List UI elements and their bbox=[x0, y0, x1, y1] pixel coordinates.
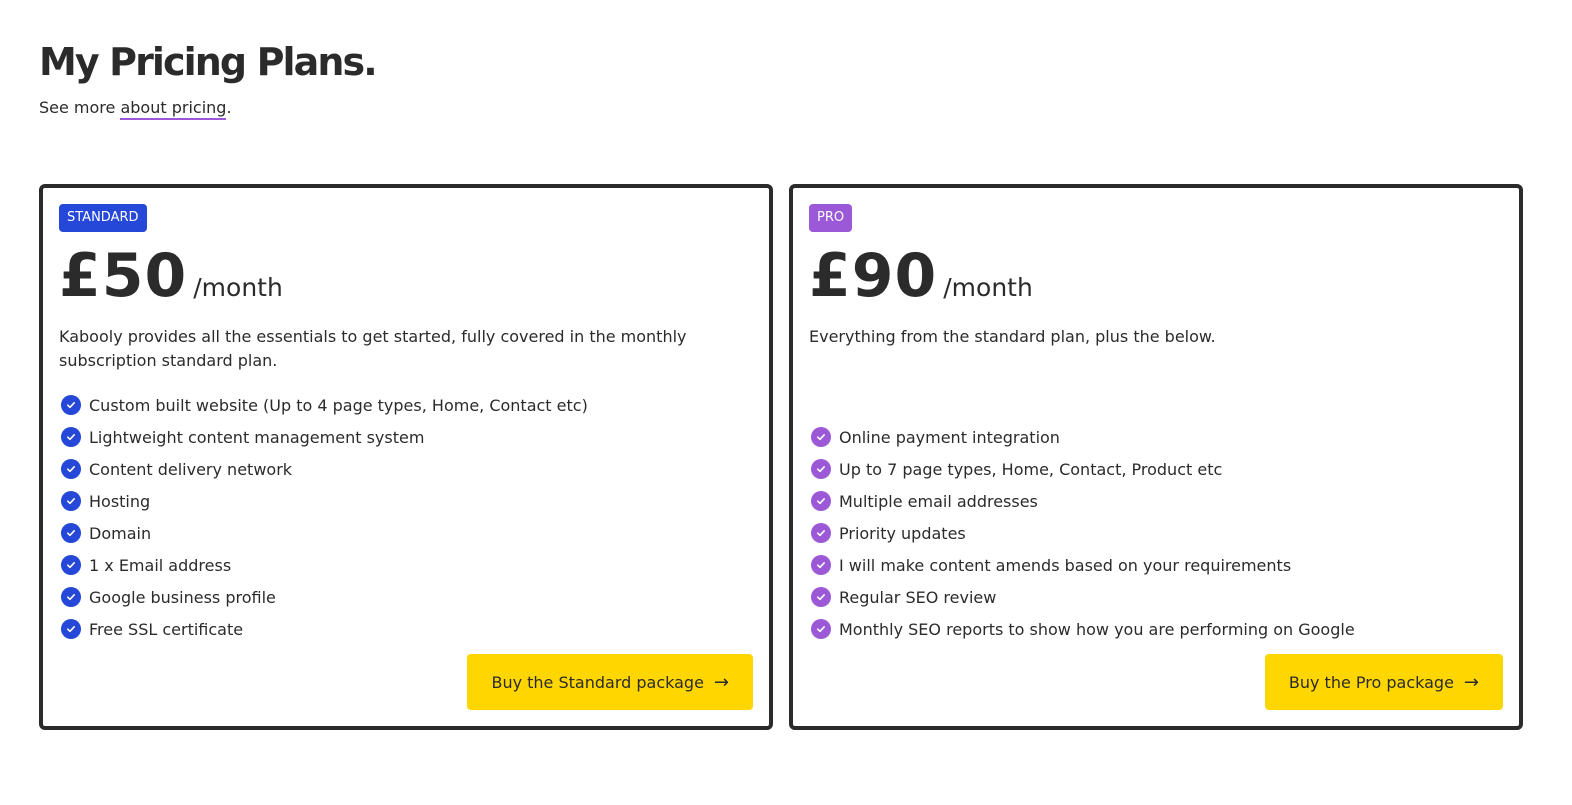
check-circle-icon bbox=[811, 491, 831, 511]
plan-badge-standard: STANDARD bbox=[59, 204, 147, 232]
page bbox=[0, 0, 1572, 120]
feature-text: Domain bbox=[89, 523, 152, 543]
feature-text: Priority updates bbox=[839, 523, 966, 543]
check-circle-icon bbox=[811, 459, 831, 479]
plan-card-standard bbox=[39, 184, 773, 730]
feature-item bbox=[59, 549, 753, 581]
subtitle-prefix: See more bbox=[39, 98, 121, 117]
feature-text: Lightweight content management system bbox=[89, 427, 425, 447]
feature-list bbox=[59, 389, 753, 645]
feature-item bbox=[59, 453, 753, 485]
feature-item bbox=[59, 613, 753, 645]
plan-period: /month bbox=[193, 273, 283, 302]
feature-item bbox=[809, 453, 1503, 485]
feature-text: I will make content amends based on your requirements bbox=[839, 555, 1292, 575]
buy-button-label: Buy the Pro package bbox=[1288, 672, 1454, 692]
feature-item bbox=[809, 581, 1503, 613]
feature-item bbox=[809, 485, 1503, 517]
feature-text: Hosting bbox=[89, 491, 151, 511]
feature-item bbox=[59, 421, 753, 453]
feature-item bbox=[809, 421, 1503, 453]
buy-button-label: Buy the Standard package bbox=[491, 672, 704, 692]
pricing-cards bbox=[39, 184, 1523, 730]
feature-text: Multiple email addresses bbox=[839, 491, 1038, 511]
plan-period: /month bbox=[943, 273, 1033, 302]
about-pricing-link[interactable]: about pricing bbox=[120, 98, 226, 120]
arrow-right-icon: → bbox=[1463, 671, 1479, 693]
feature-text: Up to 7 page types, Home, Contact, Product etc bbox=[839, 459, 1223, 479]
check-circle-icon bbox=[61, 491, 81, 511]
plan-badge-pro: PRO bbox=[809, 204, 852, 232]
buy-pro-button[interactable] bbox=[1265, 654, 1503, 710]
price-row bbox=[59, 240, 753, 312]
feature-list bbox=[809, 421, 1503, 645]
check-circle-icon bbox=[61, 523, 81, 543]
check-circle-icon bbox=[61, 459, 81, 479]
plan-price: £90 bbox=[809, 241, 938, 311]
feature-item bbox=[59, 581, 753, 613]
feature-item bbox=[59, 485, 753, 517]
page-title: My Pricing Plans. bbox=[39, 40, 376, 84]
feature-text: Monthly SEO reports to show how you are performing on Google bbox=[839, 619, 1355, 639]
price-row bbox=[809, 240, 1503, 312]
feature-item bbox=[59, 517, 753, 549]
plan-card-pro bbox=[789, 184, 1523, 730]
feature-item bbox=[809, 613, 1503, 645]
feature-text: Content delivery network bbox=[89, 459, 293, 479]
check-circle-icon bbox=[61, 587, 81, 607]
check-circle-icon bbox=[811, 619, 831, 639]
feature-item bbox=[809, 517, 1503, 549]
plan-price: £50 bbox=[59, 241, 188, 311]
feature-item bbox=[809, 549, 1503, 581]
feature-text: Regular SEO review bbox=[839, 587, 997, 607]
feature-text: Custom built website (Up to 4 page types, Home, Contact etc) bbox=[89, 395, 588, 415]
buy-standard-button[interactable] bbox=[467, 654, 753, 710]
check-circle-icon bbox=[61, 619, 81, 639]
feature-text: Online payment integration bbox=[839, 427, 1060, 447]
check-circle-icon bbox=[811, 587, 831, 607]
page-subtitle bbox=[39, 96, 1533, 120]
check-circle-icon bbox=[811, 427, 831, 447]
feature-text: Free SSL certificate bbox=[89, 619, 244, 639]
plan-description: Everything from the standard plan, plus the below. bbox=[809, 327, 1216, 346]
arrow-right-icon: → bbox=[713, 671, 729, 693]
feature-text: Google business profile bbox=[89, 587, 276, 607]
subtitle-suffix: . bbox=[226, 98, 232, 117]
plan-description: Kabooly provides all the essentials to get started, fully covered in the monthly subscription standard plan. bbox=[59, 327, 687, 370]
check-circle-icon bbox=[61, 427, 81, 447]
feature-item bbox=[59, 389, 753, 421]
check-circle-icon bbox=[61, 555, 81, 575]
check-circle-icon bbox=[811, 523, 831, 543]
feature-text: 1 x Email address bbox=[89, 555, 232, 575]
check-circle-icon bbox=[61, 395, 81, 415]
check-circle-icon bbox=[811, 555, 831, 575]
